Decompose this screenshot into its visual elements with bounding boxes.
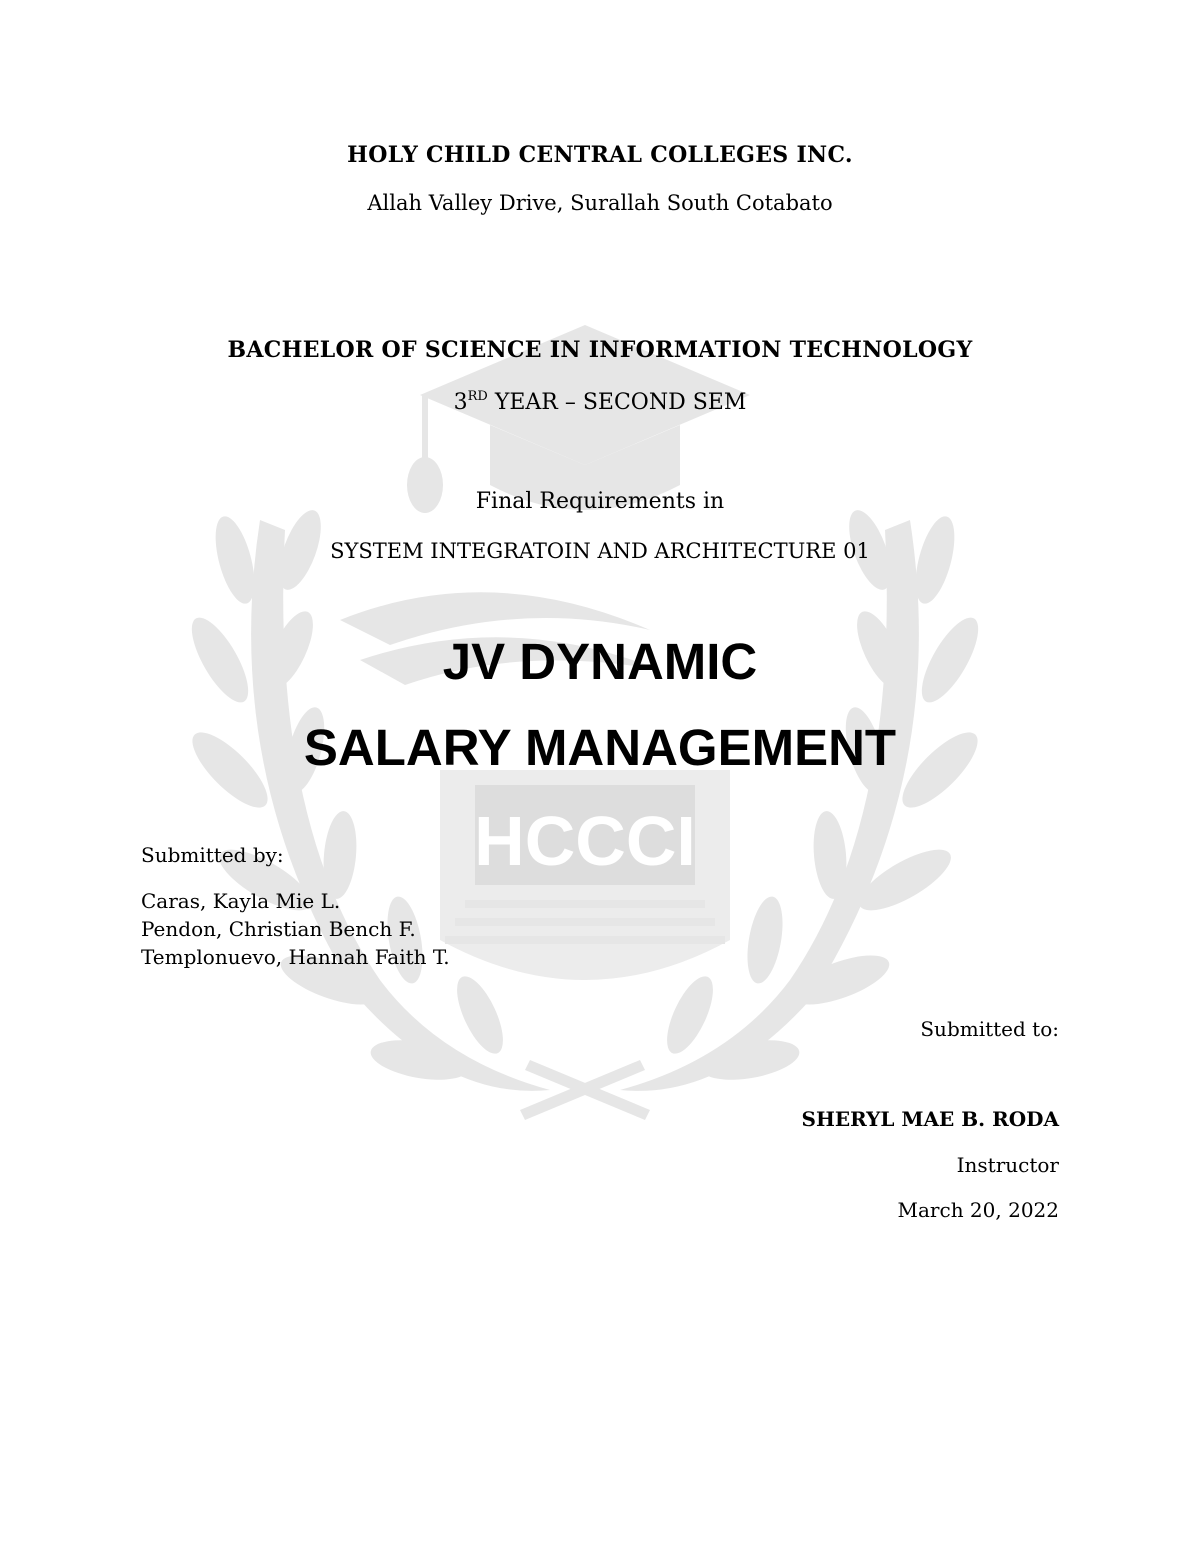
project-title-line2: SALARY MANAGEMENT xyxy=(303,719,897,776)
year-rest: YEAR – SECOND SEM xyxy=(487,390,747,415)
instructor-name: SHERYL MAE B. RODA xyxy=(801,1107,1059,1131)
member-name: Templonuevo, Hannah Faith T. xyxy=(141,945,450,969)
submitted-to-label: Submitted to: xyxy=(920,1017,1059,1041)
submitted-by-label: Submitted by: xyxy=(141,843,284,867)
project-title-line1: JV DYNAMIC xyxy=(442,633,758,690)
year-semester xyxy=(0,389,1200,415)
institution-name: HOLY CHILD CENTRAL COLLEGES INC. xyxy=(347,142,853,168)
watermark-logo-text: HCCCI xyxy=(474,802,696,880)
submission-date: March 20, 2022 xyxy=(897,1198,1059,1222)
member-name: Caras, Kayla Mie L. xyxy=(141,889,341,913)
requirement-label: Final Requirements in xyxy=(475,489,725,514)
college-seal-watermark xyxy=(190,300,980,1120)
institution-address: Allah Valley Drive, Surallah South Cotabato xyxy=(367,191,833,215)
year-suffix: RD xyxy=(467,389,488,404)
member-name: Pendon, Christian Bench F. xyxy=(141,917,416,941)
subject-name: SYSTEM INTEGRATOIN AND ARCHITECTURE 01 xyxy=(330,539,870,563)
instructor-role: Instructor xyxy=(956,1153,1059,1177)
year-number: 3 xyxy=(453,390,468,415)
program-name: BACHELOR OF SCIENCE IN INFORMATION TECHNOLOGY xyxy=(227,337,973,363)
